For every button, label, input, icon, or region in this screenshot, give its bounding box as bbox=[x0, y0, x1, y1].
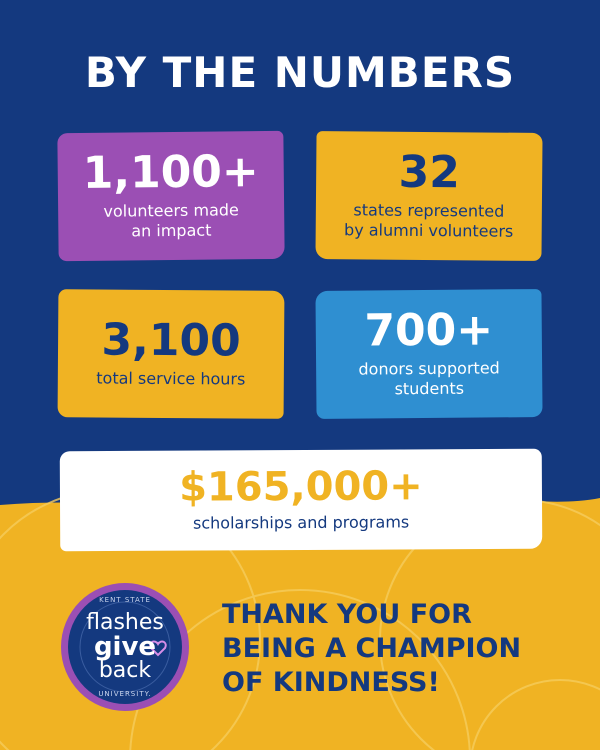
stat-label-line: states represented bbox=[353, 200, 505, 221]
stat-label bbox=[344, 200, 514, 241]
stat-card-donors bbox=[315, 289, 542, 419]
thank-you-line: BEING A CHAMPION bbox=[222, 633, 522, 664]
thank-you-line: THANK YOU FOR bbox=[222, 599, 472, 630]
stat-card-states bbox=[315, 131, 542, 261]
logo-line-give: give bbox=[93, 632, 157, 662]
highlight-value: $165,000+ bbox=[179, 463, 423, 511]
stat-label-line: donors supported bbox=[358, 358, 500, 379]
logo-line-flashes: flashes bbox=[86, 610, 164, 635]
stat-value: 32 bbox=[398, 146, 461, 199]
stat-label-line: total service hours bbox=[96, 368, 246, 389]
logo-bottom-arc-text: UNIVERSITY. bbox=[98, 690, 152, 698]
stat-card-hours bbox=[58, 289, 285, 419]
highlight-label: scholarships and programs bbox=[192, 512, 410, 533]
stat-label-line: volunteers made bbox=[103, 200, 239, 221]
stat-label bbox=[103, 200, 239, 241]
logo-line-back: back bbox=[98, 658, 152, 683]
stat-value: 700+ bbox=[364, 304, 494, 357]
stat-label-line: by alumni volunteers bbox=[344, 220, 514, 241]
thank-you-line: OF KINDNESS! bbox=[222, 667, 440, 698]
highlight-card-scholarships bbox=[60, 449, 543, 552]
stat-value: 3,100 bbox=[101, 314, 241, 367]
page-title: BY THE NUMBERS bbox=[84, 48, 516, 97]
stat-label bbox=[96, 368, 245, 389]
stat-card-volunteers bbox=[57, 131, 284, 261]
logo-top-arc-text: KENT STATE bbox=[99, 596, 151, 604]
stat-value: 1,100+ bbox=[82, 146, 260, 199]
thank-you-message bbox=[222, 598, 562, 700]
stat-label bbox=[358, 358, 500, 399]
stat-label-line: an impact bbox=[131, 220, 212, 241]
stat-label-line: students bbox=[394, 378, 465, 399]
